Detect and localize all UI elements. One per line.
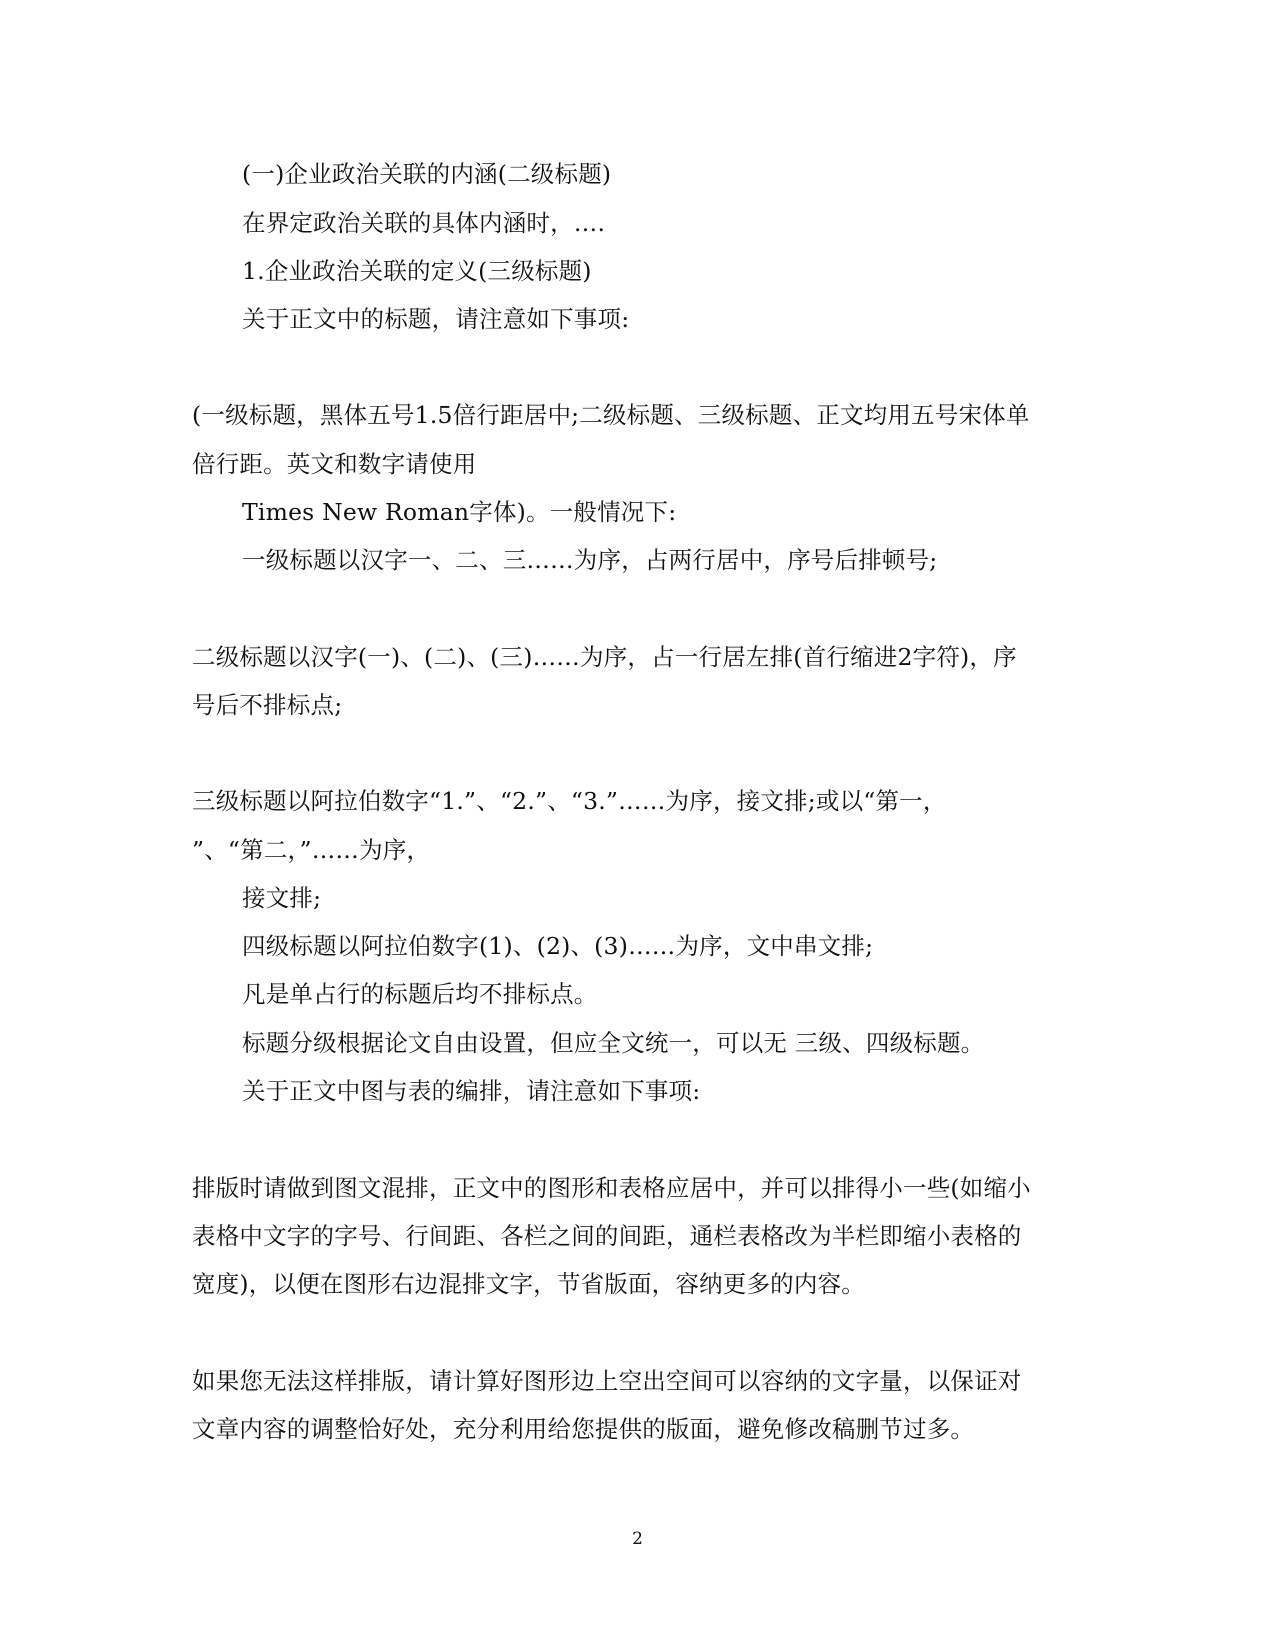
- body-text-line: 宽度)，以便在图形右边混排文字，节省版面，容纳更多的内容。: [192, 1270, 865, 1298]
- body-text-line: ”、“第二，”……为序，: [192, 836, 431, 864]
- body-text-line: 三级标题以阿拉伯数字“1.”、“2.”、“3.”……为序，接文排;或以“第一，: [192, 787, 947, 815]
- body-text-line: 表格中文字的字号、行间距、各栏之间的间距，通栏表格改为半栏即缩小表格的: [192, 1222, 1022, 1250]
- body-text-line: 排版时请做到图文混排，正文中的图形和表格应居中，并可以排得小一些(如缩小: [192, 1174, 1031, 1202]
- body-text-line: 标题分级根据论文自由设置，但应全文统一，可以无 三级、四级标题。: [242, 1029, 985, 1057]
- body-text-line: 四级标题以阿拉伯数字(1)、(2)、(3)……为序，文中串文排;: [242, 932, 874, 960]
- body-text-line: Times New Roman字体)。一般情况下:: [242, 498, 677, 526]
- page-number: 2: [632, 1529, 643, 1549]
- body-text-line: 一级标题以汉字一、二、三……为序，占两行居中，序号后排顿号;: [242, 546, 938, 574]
- body-text-line: 在界定政治关联的具体内涵时，….: [242, 209, 606, 237]
- heading-level-3: 1.企业政治关联的定义(三级标题): [242, 257, 592, 285]
- body-text-line: 接文排;: [242, 884, 322, 912]
- body-text-line: 凡是单占行的标题后均不排标点。: [242, 980, 598, 1008]
- body-text-line: 如果您无法这样排版，请计算好图形边上空出空间可以容纳的文字量，以保证对: [192, 1367, 1022, 1395]
- body-text-line: 二级标题以汉字(一)、(二)、(三)……为序，占一行居左排(首行缩进2字符)，序: [192, 643, 1017, 671]
- body-text-line: 号后不排标点;: [192, 691, 343, 719]
- body-text-line: 文章内容的调整恰好处，充分利用给您提供的版面，避免修改稿删节过多。: [192, 1415, 975, 1443]
- body-text-line: 倍行距。英文和数字请使用: [192, 450, 477, 478]
- heading-level-2: (一)企业政治关联的内涵(二级标题): [242, 160, 612, 188]
- body-text-line: (一级标题，黑体五号1.5倍行距居中;二级标题、三级标题、正文均用五号宋体单: [192, 401, 1030, 429]
- body-text-line: 关于正文中的标题，请注意如下事项:: [242, 305, 630, 333]
- body-text-line: 关于正文中图与表的编排，请注意如下事项:: [242, 1077, 701, 1105]
